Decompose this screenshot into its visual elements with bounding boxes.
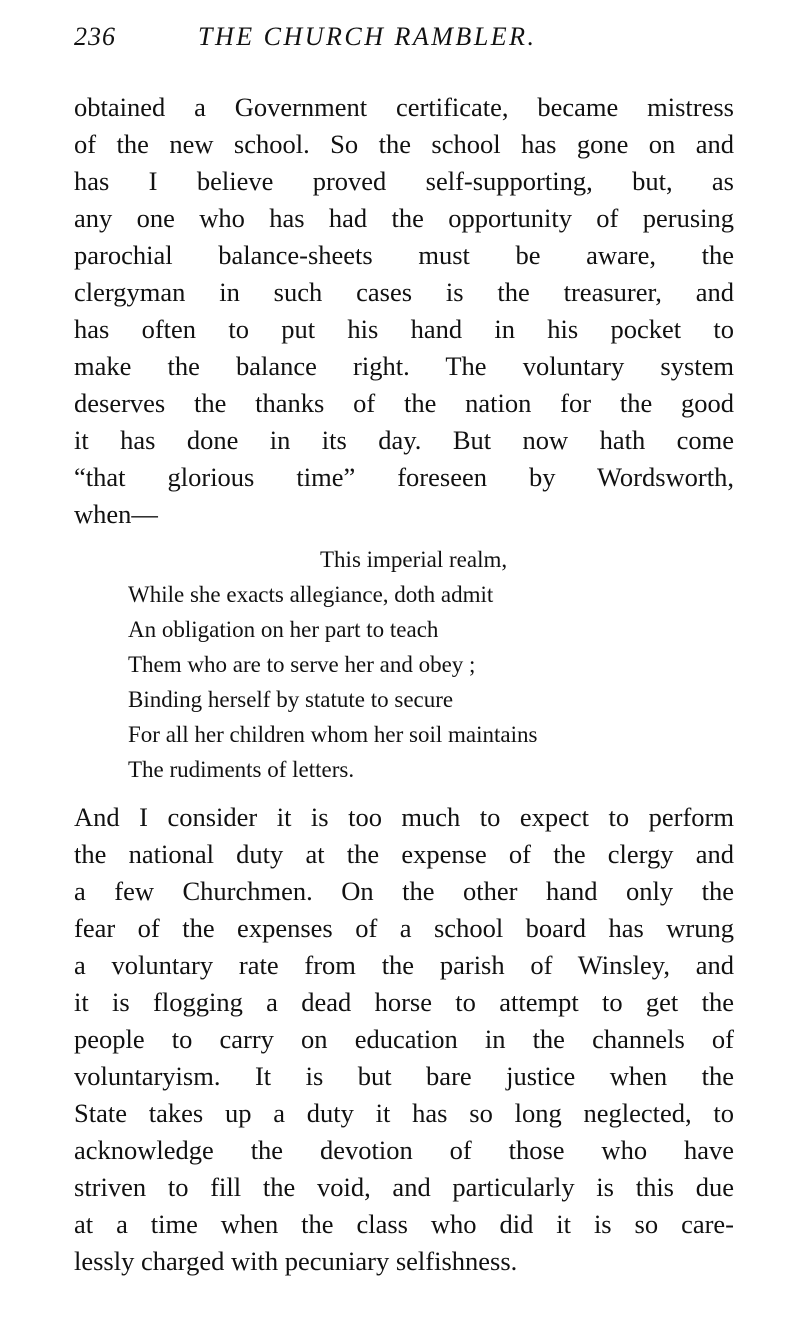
text-line: of the new school. So the school has gone on and bbox=[74, 129, 734, 159]
text-line: a voluntary rate from the parish of Winsley, and bbox=[74, 950, 734, 980]
text-line: has I believe proved self-supporting, but, as bbox=[74, 166, 734, 196]
text-line: “that glorious time” foreseen by Wordsworth, bbox=[74, 462, 734, 492]
text-line: And I consider it is too much to expect to perform bbox=[74, 802, 734, 832]
poem-line: This imperial realm, bbox=[320, 547, 508, 572]
text-line: when— bbox=[74, 499, 158, 529]
poem-quotation bbox=[128, 542, 688, 787]
text-line: it is flogging a dead horse to attempt to get the bbox=[74, 987, 734, 1017]
text-line: has often to put his hand in his pocket to bbox=[74, 314, 734, 344]
text-line: fear of the expenses of a school board has wrung bbox=[74, 913, 734, 943]
page-header bbox=[74, 22, 734, 56]
text-line: it has done in its day. But now hath come bbox=[74, 425, 734, 455]
page-number: 236 bbox=[74, 22, 116, 51]
text-line: striven to fill the void, and particularly is this due bbox=[74, 1172, 734, 1202]
text-line: at a time when the class who did it is so care- bbox=[74, 1209, 734, 1239]
text-line: obtained a Government certificate, became mistress bbox=[74, 92, 734, 122]
text-line: a few Churchmen. On the other hand only the bbox=[74, 876, 734, 906]
text-line: people to carry on education in the channels of bbox=[74, 1024, 734, 1054]
paragraph-2 bbox=[74, 799, 734, 1280]
poem-line: Binding herself by statute to secure bbox=[128, 687, 454, 712]
text-line: the national duty at the expense of the clergy and bbox=[74, 839, 734, 869]
text-line: acknowledge the devotion of those who have bbox=[74, 1135, 734, 1165]
paragraph-1 bbox=[74, 89, 734, 533]
text-line: State takes up a duty it has so long neglected, to bbox=[74, 1098, 734, 1128]
poem-line: While she exacts allegiance, doth admit bbox=[128, 582, 494, 607]
poem-line: For all her children whom her soil maintains bbox=[128, 722, 538, 747]
poem-line: An obligation on her part to teach bbox=[128, 617, 439, 642]
poem-line: The rudiments of letters. bbox=[128, 757, 355, 782]
text-line: lessly charged with pecuniary selfishness. bbox=[74, 1246, 518, 1276]
text-line: any one who has had the opportunity of perusing bbox=[74, 203, 734, 233]
poem-line: Them who are to serve her and obey ; bbox=[128, 652, 476, 677]
text-line: parochial balance-sheets must be aware, the bbox=[74, 240, 734, 270]
text-line: voluntaryism. It is but bare justice when the bbox=[74, 1061, 734, 1091]
text-line: clergyman in such cases is the treasurer, and bbox=[74, 277, 734, 307]
text-line: make the balance right. The voluntary system bbox=[74, 351, 734, 381]
running-title: THE CHURCH RAMBLER. bbox=[198, 22, 537, 51]
text-line: deserves the thanks of the nation for the good bbox=[74, 388, 734, 418]
